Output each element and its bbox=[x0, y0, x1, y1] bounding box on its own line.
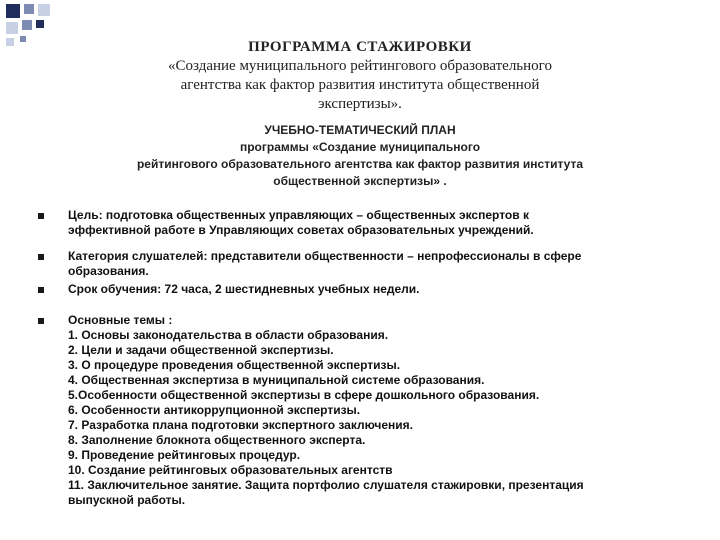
corner-square-mid bbox=[24, 4, 34, 14]
topic-item: 5.Особенности общественной экспертизы в сфере дошкольного образования. bbox=[68, 388, 540, 402]
topic-item: 6. Особенности антикоррупционной экспертизы. bbox=[68, 403, 361, 417]
topic-item: 1. Основы законодательства в области образования. bbox=[68, 328, 389, 342]
category-line: Категория слушателей: представители общественности – непрофессионалы в сфере bbox=[68, 249, 582, 263]
topic-item: 7. Разработка плана подготовки экспертного заключения. bbox=[68, 418, 414, 432]
duration-text: Срок обучения: 72 часа, 2 шестидневных учебных недели. bbox=[68, 282, 420, 296]
category-line: образования. bbox=[68, 264, 149, 278]
topic-item: 8. Заполнение блокнота общественного эксперта. bbox=[68, 433, 366, 447]
program-title bbox=[80, 38, 640, 114]
bullet-marker-icon bbox=[38, 213, 44, 219]
topic-item: 11. Заключительное занятие. Защита портфолио слушателя стажировки, презентация bbox=[68, 478, 584, 492]
plan-subtitle bbox=[40, 122, 680, 190]
corner-square-light bbox=[6, 38, 14, 46]
goal-line: эффективной работе в Управляющих советах образовательных учреждений. bbox=[68, 223, 534, 237]
topic-item: 9. Проведение рейтинговых процедур. bbox=[68, 448, 301, 462]
plan-line: рейтингового образовательного агентства как фактор развития института bbox=[136, 157, 584, 171]
corner-square-mid bbox=[20, 36, 26, 42]
corner-square-mid bbox=[22, 20, 32, 30]
bullet-marker-icon bbox=[38, 254, 44, 260]
topics-block bbox=[68, 313, 686, 508]
topics-heading: Основные темы : bbox=[68, 313, 173, 327]
topic-item: 10. Создание рейтинговых образовательных агентств bbox=[68, 463, 393, 477]
program-title-line: экспертизы». bbox=[318, 96, 402, 112]
plan-line: программы «Создание муниципального bbox=[239, 140, 481, 154]
corner-square-light bbox=[38, 4, 50, 16]
goal-text bbox=[68, 208, 686, 238]
plan-line: общественной экспертизы» . bbox=[273, 174, 447, 188]
corner-square-dark bbox=[36, 20, 44, 28]
topic-item: выпускной работы. bbox=[68, 493, 186, 507]
program-title-line: «Создание муниципального рейтингового образовательного bbox=[168, 58, 552, 74]
bullet-marker-icon bbox=[38, 287, 44, 293]
corner-square-dark bbox=[6, 4, 20, 18]
plan-heading: УЧЕБНО-ТЕМАТИЧЕСКИЙ ПЛАН bbox=[264, 123, 456, 137]
goal-line: Цель: подготовка общественных управляющих – общественных экспертов к bbox=[68, 208, 529, 222]
program-heading: ПРОГРАММА СТАЖИРОВКИ bbox=[248, 39, 472, 55]
category-text bbox=[68, 249, 686, 279]
bullet-marker-icon bbox=[38, 318, 44, 324]
topic-item: 2. Цели и задачи общественной экспертизы. bbox=[68, 343, 334, 357]
corner-square-light bbox=[6, 22, 18, 34]
topic-item: 3. О процедуре проведения общественной экспертизы. bbox=[68, 358, 401, 372]
topic-item: 4. Общественная экспертиза в муниципальной системе образования. bbox=[68, 373, 485, 387]
program-title-line: агентства как фактор развития института общественной bbox=[180, 77, 540, 93]
